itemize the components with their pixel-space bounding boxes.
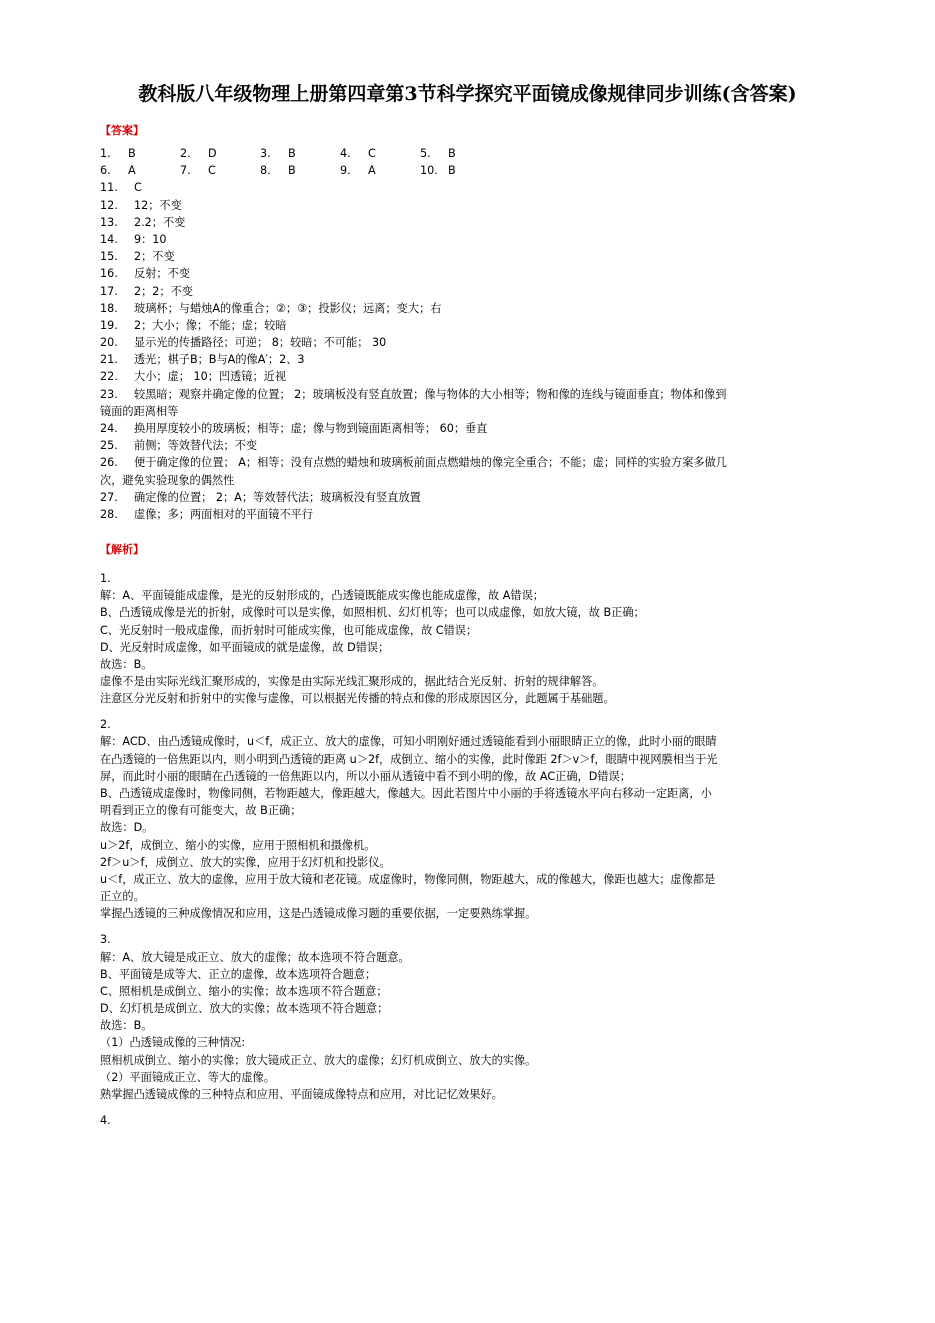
answer-number: 27. [100,490,118,504]
answer-number: 20. [100,336,118,350]
analysis-line: 明看到正立的像有可能变大，故 B正确； [100,804,302,818]
answer-text: 虚像；多；两面相对的平面镜不平行 [134,507,314,521]
mc-item: 6. A [100,164,136,178]
answer-line [100,403,830,420]
analysis-line: 故选：B。 [100,657,153,671]
mc-item: 4. C [340,147,376,160]
answer-text: 2.2；不变 [134,215,186,229]
answer-line [100,489,830,506]
answer-text: 确定像的位置； 2；A；等效替代法；玻璃板没有竖直放置 [134,490,421,504]
answer-number: 24. [100,422,118,435]
answer-number: 14. [100,232,118,246]
answer-number: 26. [100,456,118,470]
mc-item: 5. B [420,147,456,160]
analysis-line: 虚像不是由实际光线汇聚形成的，实像是由实际光线汇聚形成的，据此结合光反射、折射的规律解答。 [100,675,604,689]
answer-number: 25. [100,439,118,453]
answer-line [100,231,830,248]
mc-item: 7. C [180,164,216,178]
answer-line [100,506,830,523]
answer-line [100,265,830,282]
answer-line [100,248,830,265]
analysis-line: 解：A、平面镜能成虚像，是光的反射形成的，凸透镜既能成实像也能成虚像，故 A错误； [100,589,544,603]
analysis-item-number: 1. [100,572,111,585]
answer-text: 换用厚度较小的玻璃板；相等；虚；像与物到镜面距离相等； 60；垂直 [134,422,488,435]
answer-text: 前侧；等效替代法；不变 [134,439,258,453]
analysis-line: C、光反射时一般成虚像，而折射时可能成实像，也可能成虚像，故 C错误； [100,623,478,637]
answer-line [100,437,830,454]
analysis-lines [100,570,830,1129]
answer-number: 16. [100,267,118,281]
analysis-line: u＜f，成正立、放大的虚像，应用于放大镜和老花镜。成虚像时，物像同侧，物距越大，成的像越大，像距也越大；虚像都是 [100,872,716,886]
answer-number: 23. [100,387,118,401]
analysis-line: 注意区分光反射和折射中的实像与虚像，可以根据光传播的特点和像的形成原因区分，此题属于基础题。 [100,692,615,706]
answer-lines [100,179,830,523]
answer-line [100,214,830,231]
answer-number: 28. [100,507,118,521]
analysis-line: 故选：B。 [100,1019,153,1033]
mc-item: 10. B [420,164,456,178]
answer-text: 次，避免实验现象的偶然性 [100,473,235,487]
answer-list [100,145,830,523]
answer-text: 玻璃杯；与蜡烛A的像重合；②；③；投影仪；远离；变大；右 [134,301,442,315]
answer-number: 19. [100,318,118,332]
answer-line [100,317,830,334]
analysis-line: B、平面镜是成等大、正立的虚像，故本选项符合题意； [100,967,377,981]
answer-text: 镜面的距离相等 [100,404,179,418]
answer-number: 17. [100,284,118,298]
answer-line [100,472,830,489]
mc-row-2 [100,162,830,179]
analysis-line: （2）平面镜成正立、等大的虚像。 [100,1070,275,1084]
mc-item: 8. B [260,164,296,178]
answer-text: 大小；虚； 10；凹透镜；近视 [134,370,287,384]
mc-item: 2. D [180,147,217,160]
answer-line [100,300,830,317]
analysis-line: 解：ACD、由凸透镜成像时，u＜f，成正立、放大的虚像，可知小明刚好通过透镜能看到小丽眼睛正立的像，此时小丽的眼睛 [100,735,717,749]
analysis-line: D、光反射时成虚像，如平面镜成的就是虚像，故 D错误； [100,640,390,654]
analysis-line: 熟掌握凸透镜成像的三种特点和应用、平面镜成像特点和应用，对比记忆效果好。 [100,1088,503,1102]
analysis-item-number: 4. [100,1114,111,1128]
answer-line [100,351,830,368]
answer-line [100,179,830,196]
mc-row-1 [100,145,830,162]
answer-text: 2；2；不变 [134,284,193,298]
analysis-line: 故选：D。 [100,821,154,835]
analysis-heading: 【解析】 [100,543,144,556]
answer-text: 2；大小；像；不能；虚；较暗 [134,318,287,332]
answer-line [100,420,830,437]
answer-number: 12. [100,198,118,212]
answer-number: 11. [100,181,118,195]
answer-heading: 【答案】 [100,124,144,137]
analysis-line: 屏，而此时小丽的眼睛在凸透镜的一倍焦距以内，所以小丽从透镜中看不到小明的像，故 AC正确，D错误； [100,769,631,783]
answer-line [100,386,830,403]
analysis-line: 在凸透镜的一倍焦距以内，则小明到凸透镜的距离 u＞2f，成倒立、缩小的实像，此时像距 2f＞v＞f，眼睛中视网膜相当于光 [100,752,718,766]
analysis-line: C、照相机是成倒立、缩小的实像；故本选项不符合题意； [100,984,388,998]
analysis-line: 解：A、放大镜是成正立、放大的虚像；故本选项不符合题意。 [100,950,410,964]
analysis-line: u＞2f，成倒立、缩小的实像，应用于照相机和摄像机。 [100,838,376,852]
analysis-line: （1）凸透镜成像的三种情况: [100,1036,246,1050]
answer-line [100,454,830,471]
answer-line [100,334,830,351]
analysis-line: 2f＞u＞f，成倒立、放大的实像，应用于幻灯机和投影仪。 [100,855,391,869]
analysis-line: 正立的。 [100,890,145,904]
analysis-line: B、凸透镜成虚像时，物像同侧，若物距越大，像距越大，像越大。因此若图片中小丽的手将透镜水平向右移动一定距离，小 [100,787,712,801]
answer-number: 21. [100,353,118,367]
answer-number: 13. [100,215,118,229]
answer-line [100,368,830,385]
analysis-line: B、凸透镜成像是光的折射，成像时可以是实像，如照相机、幻灯机等；也可以成虚像，如放大镜，故 B正确； [100,606,645,620]
analysis-item-number: 3. [100,933,111,947]
answer-text: 2；不变 [134,250,175,264]
document-title: 教科版八年级物理上册第四章第3节科学探究平面镜成像规律同步训练(含答案) [138,83,797,105]
answer-text: 12；不变 [134,198,182,212]
analysis-line: D、幻灯机是成倒立、放大的实像；故本选项不符合题意； [100,1002,389,1016]
answer-number: 15. [100,250,118,264]
answer-line [100,197,830,214]
analysis-line: 照相机成倒立、缩小的实像；放大镜成正立、放大的虚像；幻灯机成倒立、放大的实像。 [100,1053,537,1067]
answer-number: 18. [100,301,118,315]
answer-number: 22. [100,370,118,384]
answer-text: 显示光的传播路径；可逆； 8；较暗；不可能； 30 [134,336,387,350]
answer-text: 便于确定像的位置； A；相等；没有点燃的蜡烛和玻璃板前面点燃蜡烛的像完全重合；不能；虚；同样的实验方案多做几 [134,456,727,470]
answer-text: 反射；不变 [134,267,190,281]
mc-item: 9. A [340,164,376,178]
answer-line [100,283,830,300]
answer-text: 透光；棋子B；B与A的像A′；2、3 [134,353,305,367]
analysis-item-number: 2. [100,718,111,732]
answer-text: 较黑暗；观察并确定像的位置； 2；玻璃板没有竖直放置；像与物体的大小相等；物和像的连线与镜面垂直；物体和像到 [134,387,727,401]
mc-item: 3. B [260,147,296,160]
mc-item: 1. B [100,147,136,160]
answer-text: 9：10 [134,232,167,246]
analysis-line: 掌握凸透镜的三种成像情况和应用，这是凸透镜成像习题的重要依据，一定要熟练掌握。 [100,907,537,921]
answer-text: C [134,181,142,195]
